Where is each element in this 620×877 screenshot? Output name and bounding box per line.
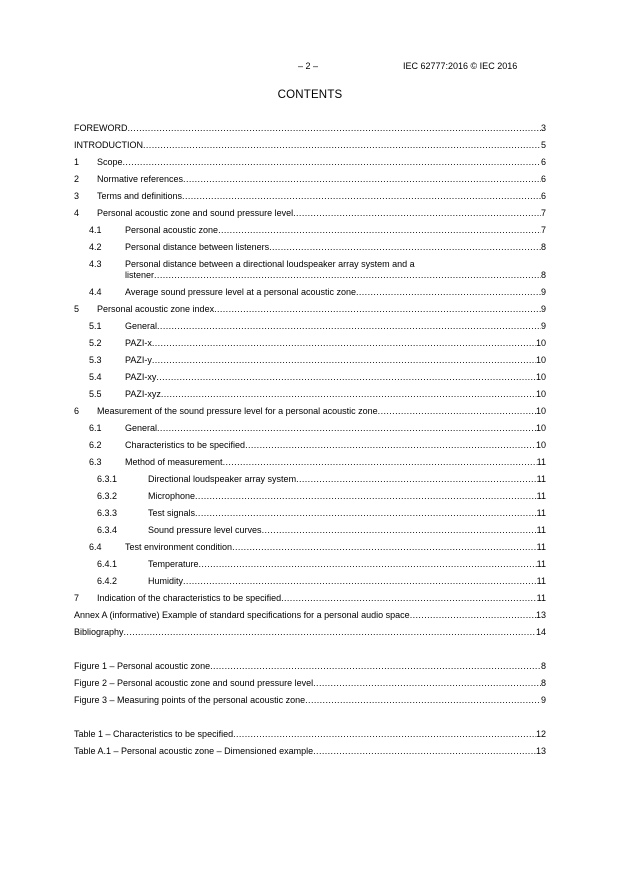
- toc-leader-dots: [293, 208, 541, 219]
- page-number: – 2 –: [298, 61, 319, 71]
- toc-entry[interactable]: [74, 729, 546, 746]
- toc-entry-page: 3: [540, 123, 546, 133]
- toc-leader-dots: [232, 542, 537, 553]
- toc-entry-title: Personal acoustic zone: [125, 225, 219, 235]
- toc-entry-page: 10: [535, 423, 546, 433]
- toc-entry-title: Figure 1 – Personal acoustic zone: [74, 661, 211, 671]
- toc-entry-title: Annex A (informative) Example of standard specifications for a personal audio space: [74, 610, 410, 620]
- toc-entry-page: 7: [540, 225, 546, 235]
- toc-leader-dots: [233, 729, 536, 740]
- toc-entry[interactable]: [74, 208, 546, 225]
- toc-entry-page: 9: [540, 287, 546, 297]
- toc-entry-title: Table A.1 – Personal acoustic zone – Dimensioned example: [74, 746, 314, 756]
- toc-entry-number: 6.4.1: [97, 559, 118, 569]
- toc-entry-title: General: [125, 321, 158, 331]
- standard-reference: IEC 62777:2016 © IEC 2016: [403, 61, 518, 71]
- toc-entry-number: 6.3.2: [97, 491, 118, 501]
- toc-entry[interactable]: [74, 491, 546, 508]
- toc-leader-dots: [296, 474, 537, 485]
- toc-entry[interactable]: [74, 389, 546, 406]
- toc-entry-page: 5: [540, 140, 546, 150]
- toc-entry[interactable]: [74, 525, 546, 542]
- toc-entry-number: 1: [74, 157, 80, 167]
- toc-entry-number: 6.4.2: [97, 576, 118, 586]
- toc-entry-page: 10: [535, 389, 546, 399]
- toc-entry-title: FOREWORD: [74, 123, 128, 133]
- toc-entry-title: Bibliography: [74, 627, 124, 637]
- toc-entry-title: Directional loudspeaker array system: [148, 474, 297, 484]
- toc-leader-dots: [305, 695, 541, 706]
- toc-entry[interactable]: [74, 746, 546, 763]
- toc-entry-number: 5.4: [89, 372, 102, 382]
- toc-entry[interactable]: [74, 457, 546, 474]
- toc-leader-dots: [152, 355, 536, 366]
- toc-leader-dots: [269, 242, 541, 253]
- toc-entry-title: INTRODUCTION: [74, 140, 143, 150]
- toc-entry-title: Sound pressure level curves: [148, 525, 262, 535]
- toc-leader-dots: [182, 191, 541, 202]
- toc-entry-page: 10: [535, 338, 546, 348]
- toc-entry-title: PAZI-xy: [125, 372, 157, 382]
- toc-entry-number: 2: [74, 174, 80, 184]
- toc-leader-dots: [157, 423, 536, 434]
- toc-entry[interactable]: [74, 440, 546, 457]
- toc-entry-title: Test environment condition: [125, 542, 233, 552]
- toc-entry[interactable]: [74, 355, 546, 372]
- toc-entry[interactable]: [74, 225, 546, 242]
- toc-leader-dots: [356, 287, 541, 298]
- toc-entry-title: PAZI-xyz: [125, 389, 161, 399]
- toc-entry-page: 11: [536, 559, 546, 569]
- toc-entry-page: 11: [536, 457, 546, 467]
- toc-leader-dots: [223, 457, 537, 468]
- toc-entry-title: Figure 2 – Personal acoustic zone and sound pressure level: [74, 678, 314, 688]
- toc-entry[interactable]: [74, 304, 546, 321]
- toc-entry-number: 4.4: [89, 287, 102, 297]
- toc-entry-page: 9: [540, 695, 546, 705]
- toc-entry[interactable]: [74, 242, 546, 259]
- toc-entry-number: 6.3.3: [97, 508, 118, 518]
- toc-leader-dots: [157, 321, 541, 332]
- toc-leader-dots: [156, 372, 536, 383]
- toc-entry-title: Temperature: [148, 559, 199, 569]
- toc-leader-dots: [161, 389, 536, 400]
- toc-entry-number: 3: [74, 191, 80, 201]
- toc-entry[interactable]: [74, 123, 546, 140]
- toc-entry-page: 13: [535, 746, 546, 756]
- toc-entry-title: Test signals: [148, 508, 196, 518]
- toc-entry-title-continued: listener: [125, 270, 155, 280]
- toc-entry[interactable]: [74, 678, 546, 695]
- toc-leader-dots: [183, 576, 537, 587]
- toc-leader-dots: [195, 508, 537, 519]
- toc-entry[interactable]: [74, 372, 546, 389]
- toc-leader-dots: [281, 593, 537, 604]
- toc-leader-dots: [143, 140, 541, 151]
- toc-entry-title: Characteristics to be specified: [125, 440, 246, 450]
- toc-entry-title: Personal acoustic zone and sound pressure level: [97, 208, 294, 218]
- toc-entry-number: 6.3: [89, 457, 102, 467]
- toc-entry-number: 5.3: [89, 355, 102, 365]
- table-of-contents: [74, 123, 546, 763]
- toc-entry-number: 5: [74, 304, 80, 314]
- toc-entry-page: 7: [540, 208, 546, 218]
- toc-entry-number: 4.3: [89, 259, 102, 269]
- toc-leader-dots: [124, 627, 536, 638]
- toc-entry-title: Method of measurement: [125, 457, 223, 467]
- toc-entry[interactable]: [74, 542, 546, 559]
- toc-leader-dots: [123, 157, 541, 168]
- toc-entry-title: Measurement of the sound pressure level for a personal acoustic zone: [97, 406, 378, 416]
- toc-entry-number: 6.4: [89, 542, 102, 552]
- toc-entry-page: 8: [540, 242, 546, 252]
- toc-entry-title: Normative references: [97, 174, 184, 184]
- toc-entry-number: 7: [74, 593, 80, 603]
- toc-entry-title: Average sound pressure level at a personal acoustic zone: [125, 287, 356, 297]
- toc-entry-title: Table 1 – Characteristics to be specified: [74, 729, 234, 739]
- toc-entry-page: 11: [536, 593, 546, 603]
- toc-leader-dots: [154, 270, 541, 281]
- toc-entry-page: 11: [536, 525, 546, 535]
- toc-entry[interactable]: [74, 174, 546, 191]
- toc-entry-page: 6: [540, 174, 546, 184]
- toc-entry-page: 10: [535, 355, 546, 365]
- toc-entry[interactable]: [74, 259, 546, 287]
- toc-entry-page: 11: [536, 508, 546, 518]
- toc-entry-page: 11: [536, 542, 546, 552]
- toc-leader-dots: [245, 440, 536, 451]
- toc-entry-page: 11: [536, 474, 546, 484]
- toc-entry-page: 9: [540, 321, 546, 331]
- toc-entry-page: 13: [535, 610, 546, 620]
- toc-entry-number: 5.1: [89, 321, 102, 331]
- toc-entry-page: 8: [540, 678, 546, 688]
- toc-entry-number: 6: [74, 406, 80, 416]
- toc-entry[interactable]: [74, 593, 546, 610]
- toc-entry-title: PAZI-y: [125, 355, 152, 365]
- toc-entry-title: PAZI-x: [125, 338, 152, 348]
- toc-entry[interactable]: [74, 423, 546, 440]
- toc-entry-number: 6.3.1: [97, 474, 118, 484]
- toc-entry[interactable]: [74, 287, 546, 304]
- toc-entry[interactable]: [74, 508, 546, 525]
- toc-entry-page: 10: [535, 440, 546, 450]
- toc-entry[interactable]: [74, 627, 546, 644]
- toc-leader-dots: [183, 174, 541, 185]
- toc-leader-dots: [218, 225, 541, 236]
- toc-leader-dots: [214, 304, 541, 315]
- toc-leader-dots: [313, 678, 541, 689]
- toc-entry-number: 4: [74, 208, 80, 218]
- toc-entry-page: 11: [536, 576, 546, 586]
- toc-entry-page: 10: [535, 406, 546, 416]
- toc-entry-number: 4.1: [89, 225, 102, 235]
- toc-entry-page: 14: [535, 627, 546, 637]
- toc-entry-number: 6.3.4: [97, 525, 118, 535]
- toc-leader-dots: [313, 746, 536, 757]
- toc-entry-page: 6: [540, 191, 546, 201]
- toc-entry-title: Terms and definitions: [97, 191, 183, 201]
- toc-entry-page: 9: [540, 304, 546, 314]
- toc-entry-page: 11: [536, 491, 546, 501]
- toc-entry[interactable]: [74, 157, 546, 174]
- toc-entry-title: Scope: [97, 157, 123, 167]
- toc-leader-dots: [378, 406, 536, 417]
- toc-entry-number: 5.2: [89, 338, 102, 348]
- toc-entry-page: 12: [535, 729, 546, 739]
- toc-entry-title: Figure 3 – Measuring points of the personal acoustic zone: [74, 695, 306, 705]
- toc-entry-title: Microphone: [148, 491, 196, 501]
- toc-leader-dots: [210, 661, 541, 672]
- toc-entry-number: 6.2: [89, 440, 102, 450]
- toc-entry-page: 8: [540, 661, 546, 671]
- toc-leader-dots: [410, 610, 536, 621]
- toc-entry[interactable]: [74, 576, 546, 593]
- toc-entry-title: Personal distance between a directional loudspeaker array system and a: [125, 259, 415, 269]
- toc-entry[interactable]: [74, 695, 546, 712]
- toc-entry[interactable]: [74, 474, 546, 491]
- page-title: CONTENTS: [277, 89, 343, 101]
- toc-entry-page: 10: [535, 372, 546, 382]
- toc-entry-title: Personal acoustic zone index: [97, 304, 215, 314]
- toc-leader-dots: [199, 559, 537, 570]
- toc-leader-dots: [128, 123, 541, 134]
- toc-entry[interactable]: [74, 321, 546, 338]
- toc-entry[interactable]: [74, 191, 546, 208]
- toc-entry[interactable]: [74, 661, 546, 678]
- toc-entry[interactable]: [74, 610, 546, 627]
- toc-entry[interactable]: [74, 559, 546, 576]
- toc-entry-title: Indication of the characteristics to be specified: [97, 593, 282, 603]
- toc-entry-title: Humidity: [148, 576, 184, 586]
- toc-entry-title: General: [125, 423, 158, 433]
- toc-leader-dots: [152, 338, 536, 349]
- toc-leader-dots: [262, 525, 537, 536]
- toc-entry-title: Personal distance between listeners: [125, 242, 270, 252]
- toc-entry[interactable]: [74, 406, 546, 423]
- toc-entry-number: 6.1: [89, 423, 102, 433]
- toc-entry-number: 4.2: [89, 242, 102, 252]
- toc-leader-dots: [195, 491, 537, 502]
- toc-entry-page: 6: [540, 157, 546, 167]
- toc-entry-number: 5.5: [89, 389, 102, 399]
- toc-entry-page: 8: [540, 270, 546, 280]
- toc-entry[interactable]: [74, 140, 546, 157]
- toc-entry[interactable]: [74, 338, 546, 355]
